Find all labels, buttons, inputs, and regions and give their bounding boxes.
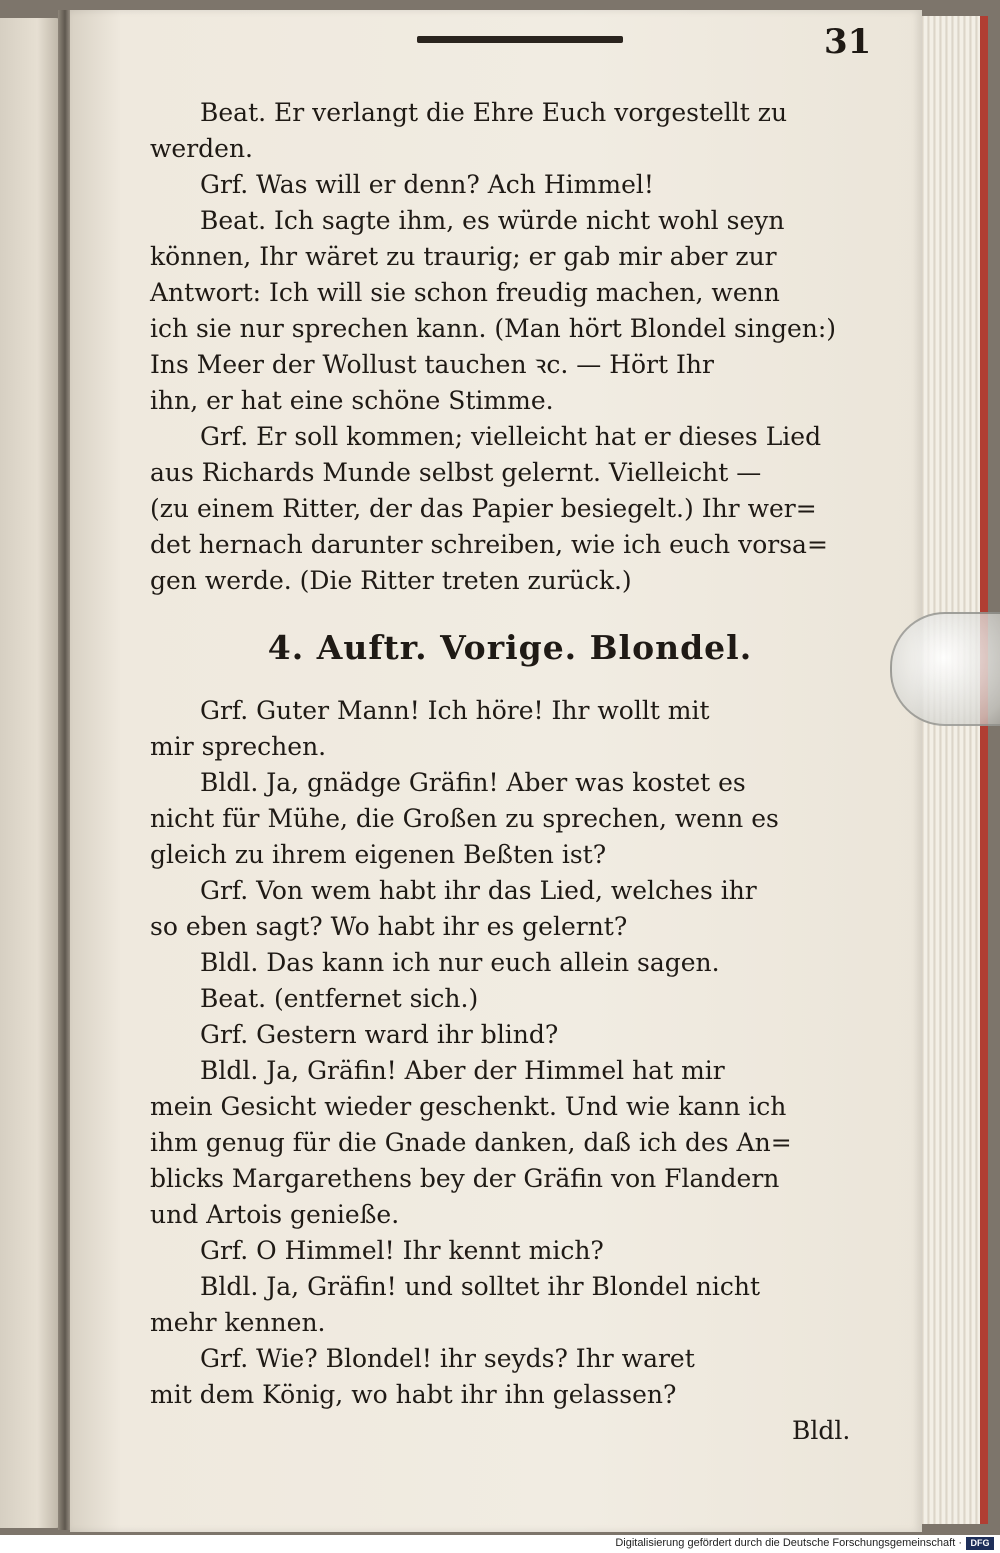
text-line: gleich zu ihrem eigenen Beßten ist? (150, 840, 607, 869)
text-line: blicks Margarethens bey der Gräfin von Flandern (150, 1164, 780, 1193)
text-line: mehr kennen. (150, 1308, 326, 1337)
text-line: Bldl. Ja, Gräfin! Aber der Himmel hat mir (200, 1056, 725, 1085)
text-line: Beat. Er verlangt die Ehre Euch vorgestellt zu (200, 98, 788, 127)
text-line: Grf. Guter Mann! Ich höre! Ihr wollt mit (200, 696, 710, 725)
previous-page-edge (0, 18, 62, 1528)
text-line: und Artois genieße. (150, 1200, 400, 1229)
text-line: ihm genug für die Gnade danken, daß ich des An= (150, 1128, 792, 1157)
page-number: 31 (824, 22, 872, 62)
footer-credit: Digitalisierung gefördert durch die Deutsche Forschungsgemeinschaft · (615, 1537, 962, 1549)
text-line: Beat. (entfernet sich.) (200, 984, 479, 1013)
text-line: Bldl. Das kann ich nur euch allein sagen. (200, 948, 720, 977)
text-line: so eben sagt? Wo habt ihr es gelernt? (150, 912, 628, 941)
text-line: Grf. Von wem habt ihr das Lied, welches ihr (200, 876, 757, 905)
text-line: werden. (150, 134, 253, 163)
text-line: mir sprechen. (150, 732, 327, 761)
text-line: mein Gesicht wieder geschenkt. Und wie kann ich (150, 1092, 787, 1121)
text-line: Bldl. Ja, gnädge Gräfin! Aber was kostet es (200, 768, 746, 797)
text-line: Grf. Gestern ward ihr blind? (200, 1020, 559, 1049)
text-line: Antwort: Ich will sie schon freudig machen, wenn (150, 278, 780, 307)
text-line: nicht für Mühe, die Großen zu sprechen, wenn es (150, 804, 779, 833)
text-line: ich sie nur sprechen kann. (Man hört Blondel singen:) (150, 314, 837, 343)
text-line: Ins Meer der Wollust tauchen ꝛc. — Hört Ihr (150, 350, 714, 379)
dfg-logo: DFG (966, 1537, 994, 1550)
text-line: Beat. Ich sagte ihm, es würde nicht wohl seyn (200, 206, 785, 235)
text-line: aus Richards Munde selbst gelernt. Vielleicht — (150, 458, 762, 487)
header-rule (417, 36, 623, 43)
text-line: mit dem König, wo habt ihr ihn gelassen? (150, 1380, 677, 1409)
text-line: det hernach darunter schreiben, wie ich euch vorsa= (150, 530, 828, 559)
text-line: (zu einem Ritter, der das Papier besiegelt.) Ihr wer= (150, 494, 817, 523)
text-line: Grf. Er soll kommen; vielleicht hat er dieses Lied (200, 422, 822, 451)
text-line: Grf. Wie? Blondel! ihr seyds? Ihr waret (200, 1344, 695, 1373)
catchword: Bldl. (792, 1416, 851, 1445)
scene-heading: 4. Auftr. Vorige. Blondel. (267, 628, 753, 667)
text-line: gen werde. (Die Ritter treten zurück.) (150, 566, 632, 595)
text-line: Bldl. Ja, Gräfin! und solltet ihr Blondel nicht (200, 1272, 761, 1301)
text-line: Grf. Was will er denn? Ach Himmel! (200, 170, 654, 199)
text-line: ihn, er hat eine schöne Stimme. (150, 386, 554, 415)
page-stack-edges (918, 16, 988, 1524)
page-holder-clip (890, 612, 1000, 726)
text-line: können, Ihr wäret zu traurig; er gab mir aber zur (150, 242, 777, 271)
text-line: Grf. O Himmel! Ihr kennt mich? (200, 1236, 604, 1265)
